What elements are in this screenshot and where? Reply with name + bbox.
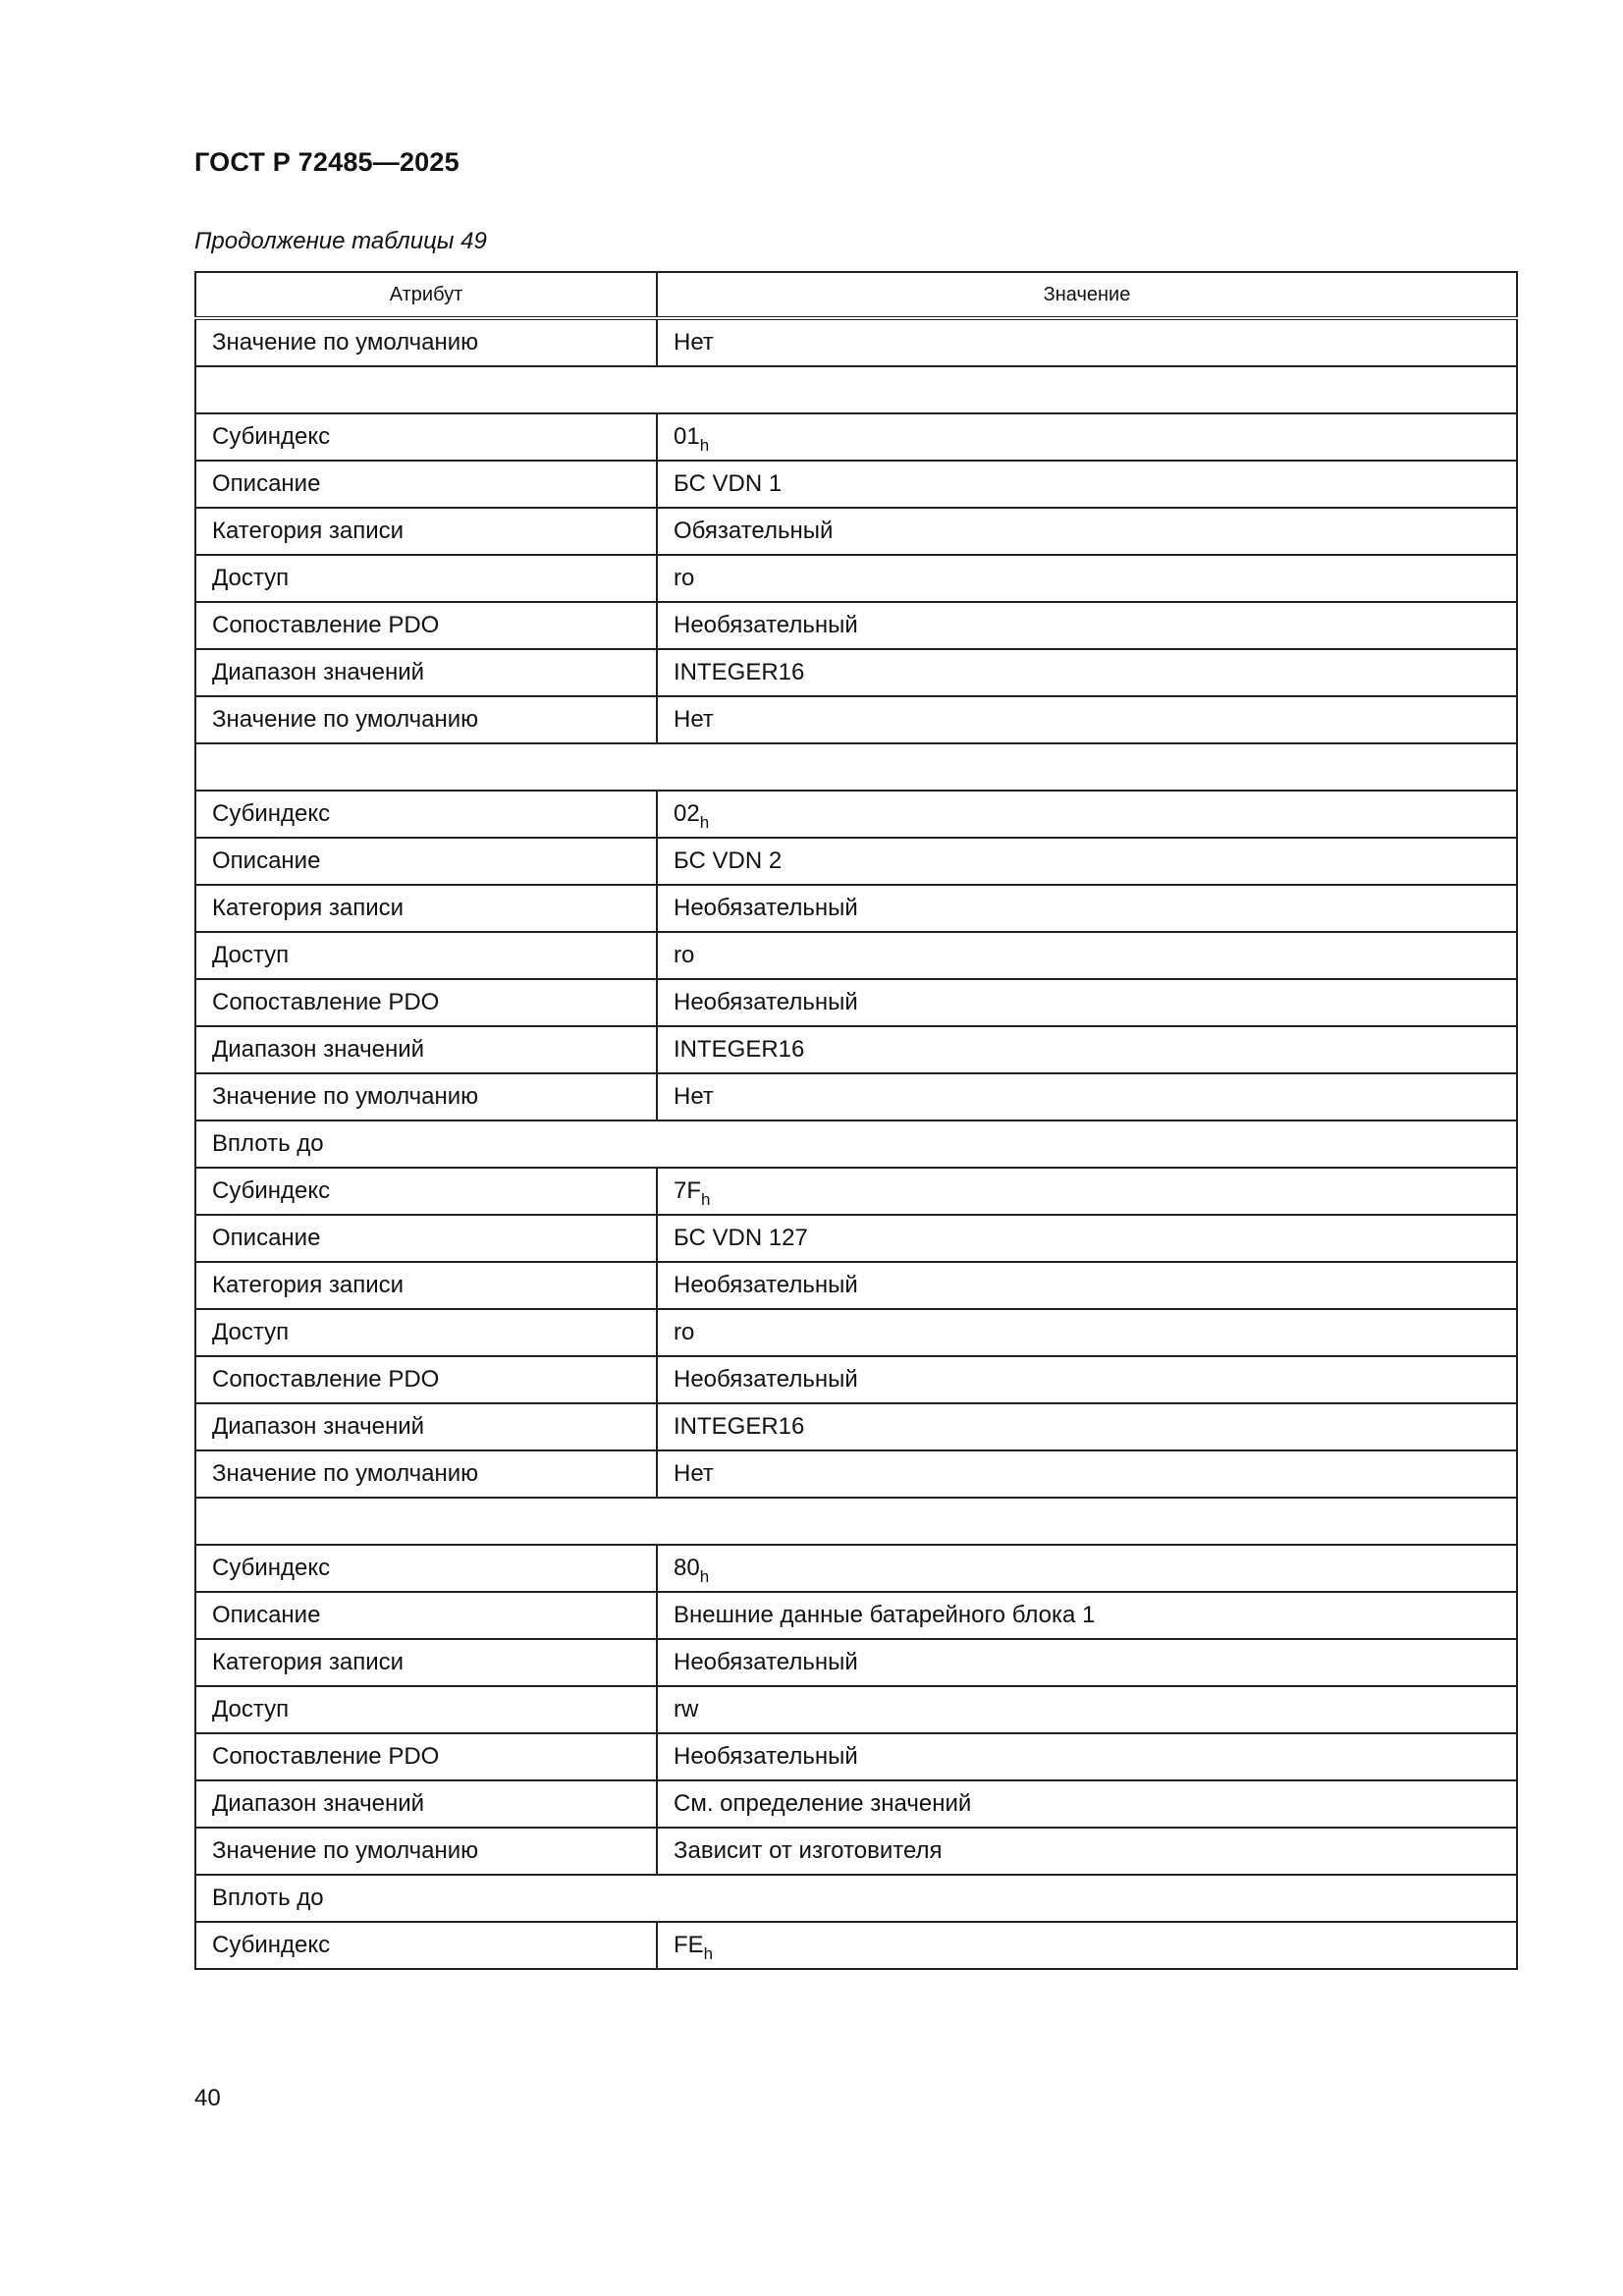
value-cell — [657, 1215, 1517, 1262]
value-text: Необязательный — [674, 989, 858, 1015]
table-row — [195, 1780, 1517, 1828]
document-header: ГОСТ Р 72485—2025 — [194, 147, 460, 177]
column-header-value: Значение — [657, 272, 1517, 318]
table-row — [195, 696, 1517, 743]
attribute-cell: Описание — [195, 838, 657, 885]
value-cell — [657, 1073, 1517, 1121]
attribute-table — [194, 271, 1518, 1970]
value-cell — [657, 602, 1517, 649]
value-text: Нет — [674, 329, 714, 355]
value-text: ro — [674, 1319, 695, 1345]
attribute-cell: Сопоставление PDO — [195, 979, 657, 1026]
value-cell — [657, 1356, 1517, 1403]
value-text: БС VDN 127 — [674, 1225, 808, 1251]
value-cell — [657, 1828, 1517, 1875]
table-row — [195, 555, 1517, 602]
table-row — [195, 1026, 1517, 1073]
attribute-cell: Сопоставление PDO — [195, 602, 657, 649]
span-cell — [195, 743, 1517, 791]
value-text: 01 — [674, 423, 700, 450]
value-text: INTEGER16 — [674, 1036, 805, 1063]
table-row — [195, 649, 1517, 696]
table-row — [195, 979, 1517, 1026]
value-text: 02 — [674, 800, 700, 827]
attribute-cell: Значение по умолчанию — [195, 1828, 657, 1875]
value-text: Нет — [674, 1083, 714, 1110]
value-subscript: h — [703, 1944, 714, 1963]
attribute-cell: Диапазон значений — [195, 1403, 657, 1450]
table-span-row — [195, 1498, 1517, 1545]
attribute-cell: Категория записи — [195, 1262, 657, 1309]
value-cell — [657, 1403, 1517, 1450]
table-row — [195, 932, 1517, 979]
table-caption: Продолжение таблицы 49 — [194, 228, 487, 254]
table-row — [195, 1168, 1517, 1215]
table-row — [195, 1922, 1517, 1969]
table-row — [195, 1450, 1517, 1498]
value-text: Необязательный — [674, 1366, 858, 1393]
attribute-cell: Описание — [195, 1592, 657, 1639]
value-cell — [657, 1780, 1517, 1828]
table-span-row — [195, 366, 1517, 413]
attribute-cell: Доступ — [195, 932, 657, 979]
value-cell — [657, 791, 1517, 838]
value-cell — [657, 1639, 1517, 1686]
value-text: INTEGER16 — [674, 1413, 805, 1440]
value-text: 7F — [674, 1177, 702, 1204]
value-cell — [657, 838, 1517, 885]
attribute-cell: Значение по умолчанию — [195, 1073, 657, 1121]
table-row — [195, 1733, 1517, 1780]
attribute-cell: Диапазон значений — [195, 1780, 657, 1828]
attribute-cell: Доступ — [195, 555, 657, 602]
value-text: Внешние данные батарейного блока 1 — [674, 1602, 1096, 1628]
value-text: Нет — [674, 1460, 714, 1487]
table-row — [195, 1262, 1517, 1309]
table-row — [195, 1592, 1517, 1639]
value-cell — [657, 696, 1517, 743]
value-cell — [657, 1686, 1517, 1733]
value-text: Необязательный — [674, 1649, 858, 1675]
attribute-cell: Значение по умолчанию — [195, 696, 657, 743]
attribute-cell: Описание — [195, 1215, 657, 1262]
value-text: INTEGER16 — [674, 659, 805, 685]
value-text: Обязательный — [674, 518, 834, 544]
value-cell — [657, 1545, 1517, 1592]
table-row — [195, 885, 1517, 932]
value-text: См. определение значений — [674, 1790, 972, 1817]
value-cell — [657, 461, 1517, 508]
table-row — [195, 1356, 1517, 1403]
table-body — [195, 318, 1517, 1969]
value-text: Необязательный — [674, 612, 858, 638]
column-header-attribute: Атрибут — [195, 272, 657, 318]
table-row — [195, 461, 1517, 508]
value-cell — [657, 1262, 1517, 1309]
value-cell — [657, 413, 1517, 461]
table-row — [195, 1639, 1517, 1686]
value-cell — [657, 1450, 1517, 1498]
value-cell — [657, 508, 1517, 555]
value-cell — [657, 885, 1517, 932]
attribute-cell: Описание — [195, 461, 657, 508]
attribute-cell: Значение по умолчанию — [195, 1450, 657, 1498]
attribute-cell: Субиндекс — [195, 1922, 657, 1969]
table-row — [195, 318, 1517, 366]
value-cell — [657, 1922, 1517, 1969]
attribute-cell: Субиндекс — [195, 1545, 657, 1592]
value-cell — [657, 1309, 1517, 1356]
value-subscript: h — [699, 436, 710, 455]
value-subscript: h — [699, 813, 710, 832]
table-header-row — [195, 272, 1517, 318]
table-span-row — [195, 743, 1517, 791]
attribute-cell: Категория записи — [195, 885, 657, 932]
table-span-row — [195, 1875, 1517, 1922]
attribute-cell: Диапазон значений — [195, 1026, 657, 1073]
value-cell — [657, 932, 1517, 979]
value-cell — [657, 1026, 1517, 1073]
value-subscript: h — [701, 1190, 711, 1209]
value-subscript: h — [699, 1567, 710, 1586]
table-row — [195, 838, 1517, 885]
table-row — [195, 1828, 1517, 1875]
span-cell: Вплоть до — [195, 1875, 1517, 1922]
value-text: ro — [674, 565, 695, 591]
span-cell: Вплоть до — [195, 1121, 1517, 1168]
table-row — [195, 602, 1517, 649]
table-row — [195, 1309, 1517, 1356]
value-text: Зависит от изготовителя — [674, 1837, 943, 1864]
value-cell — [657, 649, 1517, 696]
table-span-row — [195, 1121, 1517, 1168]
attribute-cell: Сопоставление PDO — [195, 1733, 657, 1780]
attribute-cell: Субиндекс — [195, 1168, 657, 1215]
value-text: Необязательный — [674, 1272, 858, 1298]
attribute-cell: Значение по умолчанию — [195, 318, 657, 366]
value-cell — [657, 979, 1517, 1026]
table-row — [195, 1545, 1517, 1592]
table-row — [195, 1403, 1517, 1450]
value-cell — [657, 1592, 1517, 1639]
table-row — [195, 791, 1517, 838]
value-text: Необязательный — [674, 895, 858, 921]
value-text: 80 — [674, 1555, 700, 1581]
table-row — [195, 1215, 1517, 1262]
value-cell — [657, 1168, 1517, 1215]
value-cell — [657, 318, 1517, 366]
span-cell — [195, 1498, 1517, 1545]
attribute-cell: Категория записи — [195, 1639, 657, 1686]
value-cell — [657, 555, 1517, 602]
attribute-cell: Категория записи — [195, 508, 657, 555]
value-text: БС VDN 1 — [674, 470, 783, 497]
attribute-cell: Субиндекс — [195, 413, 657, 461]
value-text: ro — [674, 942, 695, 968]
attribute-cell: Диапазон значений — [195, 649, 657, 696]
value-text: Необязательный — [674, 1743, 858, 1770]
value-text: FE — [674, 1932, 704, 1958]
value-cell — [657, 1733, 1517, 1780]
attribute-cell: Доступ — [195, 1309, 657, 1356]
value-text: rw — [674, 1696, 699, 1722]
value-text: Нет — [674, 706, 714, 733]
table-row — [195, 1073, 1517, 1121]
span-cell — [195, 366, 1517, 413]
attribute-cell: Субиндекс — [195, 791, 657, 838]
table-row — [195, 508, 1517, 555]
value-text: БС VDN 2 — [674, 847, 783, 874]
table-row — [195, 1686, 1517, 1733]
page-number: 40 — [194, 2085, 221, 2111]
table-row — [195, 413, 1517, 461]
attribute-cell: Доступ — [195, 1686, 657, 1733]
attribute-cell: Сопоставление PDO — [195, 1356, 657, 1403]
